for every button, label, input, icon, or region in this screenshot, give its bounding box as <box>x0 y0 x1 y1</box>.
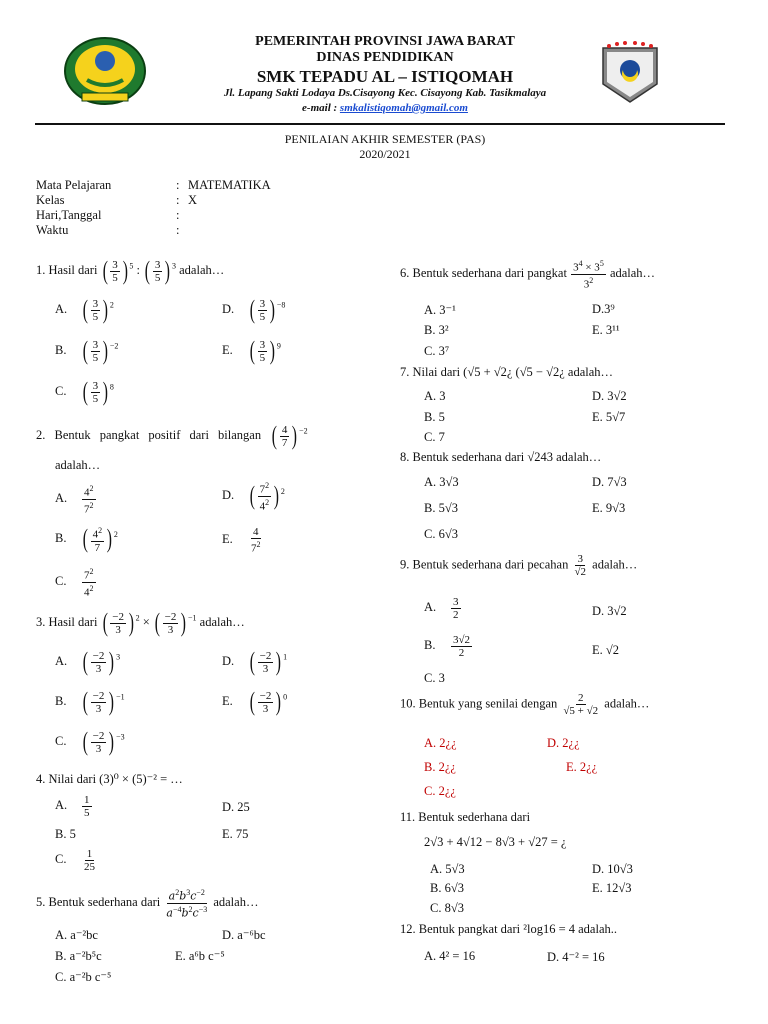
q1-option-d[interactable]: D. ( $\frac{3}{5}$ ) $^{-8}$ <box>222 295 286 324</box>
q1-option-c[interactable]: C. ( $\frac{3}{5}$ ) $^8$ <box>55 377 114 406</box>
q1-option-b[interactable]: B. ( $\frac{3}{5}$ ) $^{-2}$ <box>55 336 119 365</box>
q6-option-c[interactable]: C. 3⁷ <box>424 344 450 358</box>
q9-option-b[interactable]: B. $\frac{3√2}{2}$ <box>424 634 471 659</box>
question-8: 8. Bentuk sederhana dari √243 adalah… <box>400 450 602 464</box>
meta-time: Waktu : <box>36 223 180 237</box>
q5-option-b[interactable]: B. a⁻²b⁵c <box>55 949 102 963</box>
q8-option-b[interactable]: B. 5√3 <box>424 501 458 515</box>
q8-option-a[interactable]: A. 3√3 <box>424 475 459 489</box>
question-11-expression: 2√3 + 4√12 − 8√3 + √27 = ¿ <box>424 835 567 849</box>
q2-option-d[interactable]: D. ( $\frac{7^2}{4^2}$ ) $^2$ <box>222 481 285 513</box>
question-5: 5. Bentuk sederhana dari $\frac{a^2b^3c^{-2}}{a^{-4}b^2c^{-3}}$ adalah… <box>36 888 259 920</box>
q3-option-b[interactable]: B. ( $\frac{-2}{3}$ ) $^{-1}$ <box>55 687 125 716</box>
q2-option-b[interactable]: B. ( $\frac{4^2}{7}$ ) $^2$ <box>55 524 118 554</box>
q3-option-a[interactable]: A. ( $\frac{-2}{3}$ ) $^3$ <box>55 647 121 676</box>
q6-option-d[interactable]: D.3⁹ <box>592 302 615 316</box>
provincial-emblem-logo <box>62 35 148 107</box>
meta-class: Kelas : X <box>36 193 198 207</box>
header-divider <box>35 123 725 125</box>
meta-subject: Mata Pelajaran : MATEMATIKA <box>36 178 271 192</box>
q5-option-d[interactable]: D. a⁻⁶bc <box>222 928 266 942</box>
q4-option-b[interactable]: B. 5 <box>55 827 76 841</box>
question-7: 7. Nilai dari (√5 + √2¿ (√5 − √2¿ adalah… <box>400 365 614 379</box>
email-label: e-mail : <box>302 102 340 114</box>
q10-option-b[interactable]: B. 2¿¿ <box>424 760 456 774</box>
q7-option-e[interactable]: E. 5√7 <box>592 410 626 424</box>
school-email-line <box>150 103 620 115</box>
exam-title: PENILAIAN AKHIR SEMESTER (PAS) <box>284 132 486 146</box>
school-name: SMK TEPADU AL – ISTIQOMAH <box>256 67 514 86</box>
question-3: 3. Hasil dari ( $\frac{-2}{3}$ ) $^2$ × ( $\frac{-2}{3}$ ) $^{-1}$ adalah… <box>36 608 245 637</box>
q11-option-d[interactable]: D. 10√3 <box>592 862 633 876</box>
school-address: Jl. Lapang Sakti Lodaya Ds.Cisayong Kec. Cisayong Kab. Tasikmalaya <box>223 87 547 99</box>
q7-option-d[interactable]: D. 3√2 <box>592 389 627 403</box>
question-11: 11. Bentuk sederhana dari <box>400 810 531 824</box>
question-12: 12. Bentuk pangkat dari ²log16 = 4 adalah.. <box>400 922 617 936</box>
q10-option-d[interactable]: D. 2¿¿ <box>547 736 580 750</box>
q9-option-c[interactable]: C. 3 <box>424 671 445 685</box>
q4-option-e[interactable]: E. 75 <box>222 827 249 841</box>
question-9: 9. Bentuk sederhana dari pecahan $\frac{3}{√2}$ adalah… <box>400 553 638 578</box>
question-10: 10. Bentuk yang senilai dengan $\frac{2}{√5 + √2}$ adalah… <box>400 692 650 717</box>
question-1: 1. Hasil dari ( $\frac{3}{5}$ ) $^5$ : ( $\frac{3}{5}$ ) $^3$ adalah… <box>36 256 225 285</box>
q3-option-d[interactable]: D. ( $\frac{-2}{3}$ ) $^1$ <box>222 647 288 676</box>
q1-option-e[interactable]: E. ( $\frac{3}{5}$ ) $^9$ <box>222 336 281 365</box>
question-2-suffix: adalah… <box>55 458 101 472</box>
q7-option-a[interactable]: A. 3 <box>424 389 446 403</box>
header-government: PEMERINTAH PROVINSI JAWA BARAT <box>255 34 515 49</box>
q11-option-b[interactable]: B. 6√3 <box>430 881 464 895</box>
q10-option-c[interactable]: C. 2¿¿ <box>424 784 456 798</box>
q5-option-a[interactable]: A. a⁻²bc <box>55 928 98 942</box>
q11-option-e[interactable]: E. 12√3 <box>592 881 632 895</box>
q4-option-d[interactable]: D. 25 <box>222 800 250 814</box>
q7-option-c[interactable]: C. 7 <box>424 430 445 444</box>
q6-option-e[interactable]: E. 3¹¹ <box>592 323 620 337</box>
q12-option-d[interactable]: D. 4⁻² = 16 <box>547 950 605 964</box>
q10-option-e[interactable]: E. 2¿¿ <box>566 760 598 774</box>
q7-option-b[interactable]: B. 5 <box>424 410 445 424</box>
q5-option-c[interactable]: C. a⁻²b c⁻⁵ <box>55 970 112 984</box>
q8-option-c[interactable]: C. 6√3 <box>424 527 458 541</box>
q10-option-a[interactable]: A. 2¿¿ <box>424 736 457 750</box>
q4-option-a[interactable]: A. $\frac{1}{5}$ <box>55 794 90 819</box>
q9-option-a[interactable]: A. $\frac{3}{2}$ <box>424 596 459 621</box>
q8-option-d[interactable]: D. 7√3 <box>592 475 627 489</box>
q4-option-c[interactable]: C. $\frac{1}{25}$ <box>55 848 95 873</box>
q2-option-c[interactable]: C. $\frac{7^2}{4^2}$ <box>55 567 94 599</box>
q1-option-a[interactable]: A. ( $\frac{3}{5}$ ) $^2$ <box>55 295 114 324</box>
question-4: 4. Nilai dari (3)⁰ × (5)⁻² = … <box>36 772 183 786</box>
q9-option-d[interactable]: D. 3√2 <box>592 604 627 618</box>
q2-option-e[interactable]: E. $\frac{4}{7^2}$ <box>222 526 261 555</box>
q8-option-e[interactable]: E. 9√3 <box>592 501 626 515</box>
q11-option-a[interactable]: A. 5√3 <box>430 862 465 876</box>
header-department: DINAS PENDIDIKAN <box>316 50 454 65</box>
q11-option-c[interactable]: C. 8√3 <box>430 901 464 915</box>
email-link[interactable]: smkalistiqomah@gmail.com <box>339 102 468 114</box>
q3-option-c[interactable]: C. ( $\frac{-2}{3}$ ) $^{-3}$ <box>55 727 125 756</box>
question-6: 6. Bentuk sederhana dari pangkat $\frac{3^4 \times 3^5}{3^2}$ adalah… <box>400 259 656 291</box>
q9-option-e[interactable]: E. √2 <box>592 643 619 657</box>
question-2: 2. Bentuk pangkat positif dari bilangan ( $\frac{4}{7}$ ) $^{-2}$ <box>36 421 308 450</box>
q3-option-e[interactable]: E. ( $\frac{-2}{3}$ ) $^0$ <box>222 687 288 716</box>
q6-option-a[interactable]: A. 3⁻¹ <box>424 303 456 317</box>
q2-option-a[interactable]: A. $\frac{4^2}{7^2}$ <box>55 484 94 516</box>
q5-option-e[interactable]: E. a⁶b c⁻⁵ <box>175 949 225 963</box>
q12-option-a[interactable]: A. 4² = 16 <box>424 949 476 963</box>
q6-option-b[interactable]: B. 3² <box>424 323 449 337</box>
exam-year: 2020/2021 <box>359 147 411 161</box>
meta-date: Hari,Tanggal : <box>36 208 180 222</box>
